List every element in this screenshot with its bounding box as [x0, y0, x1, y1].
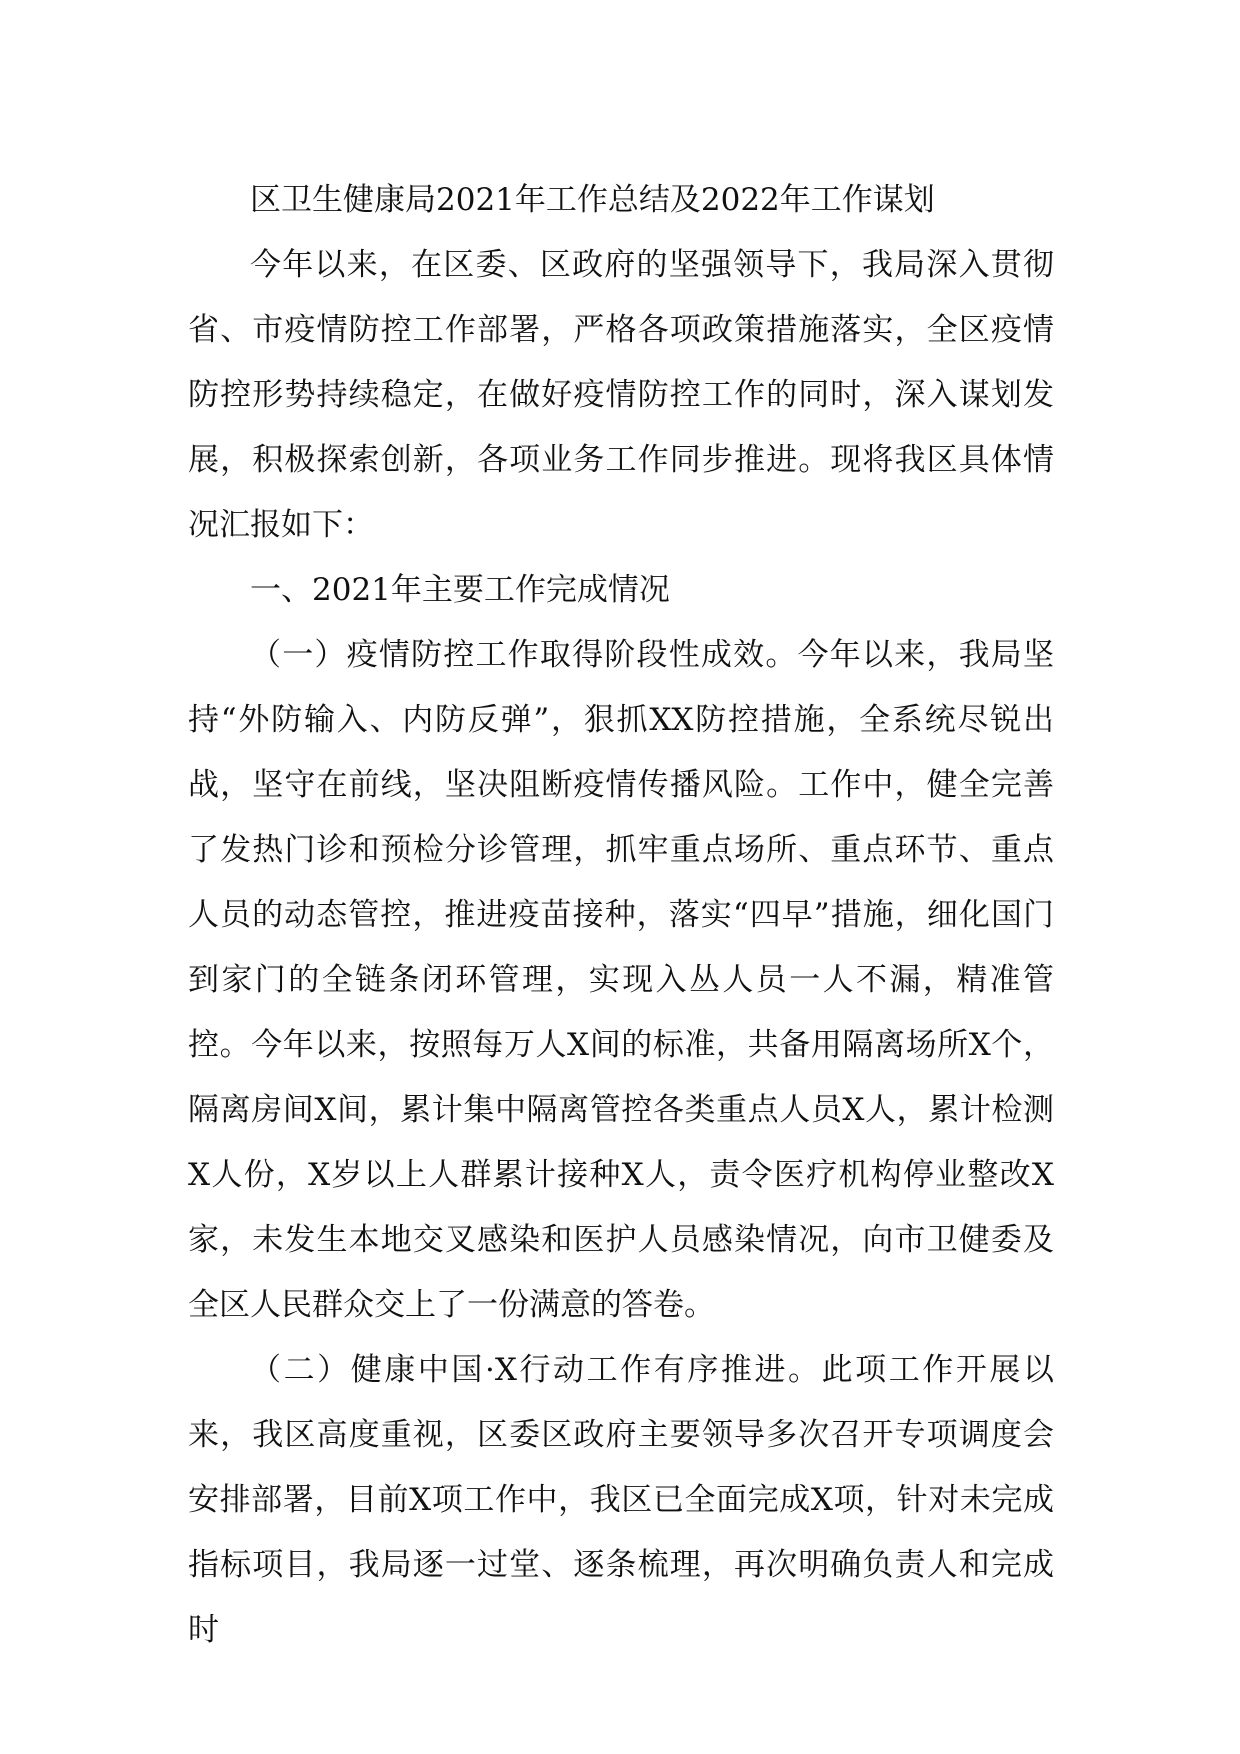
section-heading: 一、2021年主要工作完成情况	[250, 572, 670, 608]
intro-paragraph: 今年以来，在区委、区政府的坚强领导下，我局深入贯彻省、市疫情防控工作部署，严格各项政策措施落实，全区疫情防控形势持续稳定，在做好疫情防控工作的同时，深入谋划发展，积极探索创新，各项业务工作同步推进。现将我区具体情况汇报如下：	[188, 247, 1054, 543]
paragraph-healthy-china: （二）健康中国·X行动工作有序推进。此项工作开展以来，我区高度重视，区委区政府主要领导多次召开专项调度会安排部署，目前X项工作中，我区已全面完成X项，针对未完成指标项目，我局逐一过堂、逐条梳理，再次明确负责人和完成时	[188, 1352, 1054, 1648]
paragraph-epidemic-control: （一）疫情防控工作取得阶段性成效。今年以来，我局坚持“外防输入、内防反弹”，狠抓XX防控措施，全系统尽锐出战，坚守在前线，坚决阻断疫情传播风险。工作中，健全完善了发热门诊和预检分诊管理，抓牢重点场所、重点环节、重点人员的动态管控，推进疫苗接种，落实“四早”措施，细化国门到家门的全链条闭环管理，实现入丛人员一人不漏，精准管控。今年以来，按照每万人X间的标准，共备用隔离场所X个，隔离房间X间，累计集中隔离管控各类重点人员X人，累计检测X人份，X岁以上人群累计接种X人，责令医疗机构停业整改X家，未发生本地交叉感染和医护人员感染情况，向市卫健委及全区人民群众交上了一份满意的答卷。	[188, 637, 1054, 1323]
document-title: 区卫生健康局2021年工作总结及2022年工作谋划	[250, 182, 935, 218]
document-body	[188, 168, 1054, 1663]
